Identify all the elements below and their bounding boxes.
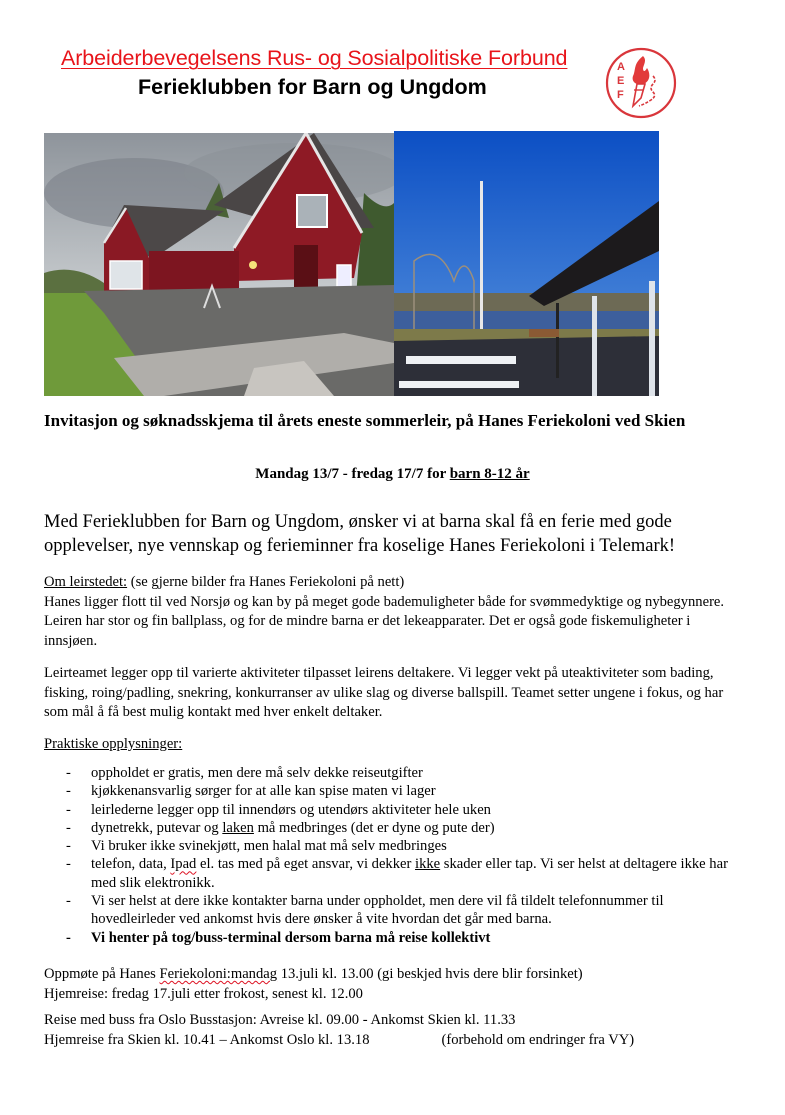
- flagpole-lake-photo: [394, 131, 659, 396]
- list-item: - kjøkkenansvarlig sørger for at alle kan spise maten vi lager: [66, 783, 436, 800]
- red-cabin-photo: [44, 133, 394, 396]
- aef-torch-logo-icon: [603, 46, 679, 120]
- about-section: [44, 573, 744, 651]
- list-item: - leirlederne legger opp til innendørs og utendørs aktiviteter hele uken: [66, 801, 491, 818]
- camp-dates-text: Mandag 13/7 - fredag 17/7 for: [255, 466, 450, 482]
- list-item: - telefon, data, Ipad el. tas med på eget ansvar, vi dekker ikke skader eller tap. Vi ser helst at deltagere ikke har med slik elektronikk.: [66, 856, 728, 891]
- club-title: Ferieklubben for Barn og Ungdom: [138, 75, 487, 99]
- lead-paragraph: Med Ferieklubben for Barn og Ungdom, ønsker vi at barna skal få en ferie med gode opplevelser, nye vennskap og ferieminner fra koselige Hanes Feriekoloni i Telemark!: [44, 512, 676, 556]
- departure-info: Hjemreise: fredag 17.juli etter frokost, senest kl. 12.00: [44, 985, 363, 1002]
- bus-outbound: Reise med buss fra Oslo Busstasjon: Avreise kl. 09.00 - Ankomst Skien kl. 11.33: [44, 1012, 516, 1028]
- about-body: Hanes ligger flott til ved Norsjø og kan by på meget gode bademuligheter både for svømmedyktige og nybegynnere. Leiren har stor og fin ballplass, og for de mindre barna er det lekeapparater. Det er også gode fiskemuligheter i innsjøen.: [44, 593, 725, 649]
- spellcheck-mark: Feriekoloni:mandag: [159, 966, 278, 982]
- list-item: - dynetrekk, putevar og laken må medbringes (det er dyne og pute der): [66, 819, 495, 836]
- about-label-note: (se gjerne bilder fra Hanes Feriekoloni på nett): [127, 574, 405, 590]
- svg-text:A: A: [617, 61, 625, 73]
- bus-disclaimer: (forbehold om endringer fra VY): [441, 1031, 635, 1048]
- list-item: - Vi ser helst at dere ikke kontakter barna under oppholdet, men dere vil få tildelt telefonnummer til hovedleirleder ved ankomst hvis dere ønsker å vite hvordan det går med barna.: [66, 893, 664, 928]
- about-label: Om leirstedet:: [44, 574, 128, 590]
- target-age-group: barn 8-12 år: [449, 466, 530, 482]
- spellcheck-mark: Ipad: [170, 856, 197, 873]
- practical-list: [44, 764, 744, 947]
- intro-heading: Invitasjon og søknadsskjema til årets eneste sommerleir, på Hanes Feriekoloni ved Skien: [44, 411, 686, 430]
- list-item: - oppholdet er gratis, men dere må selv dekke reiseutgifter: [66, 765, 423, 781]
- practical-label: Praktiske opplysninger:: [44, 736, 183, 752]
- bus-return: Hjemreise fra Skien kl. 10.41 – Ankomst Oslo kl. 13.18: [44, 1031, 370, 1048]
- arrival-info: Oppmøte på Hanes Feriekoloni:mandag 13.juli kl. 13.00 (gi beskjed hvis dere blir forsinket) Hjemreise: fredag 17.juli etter frokost, senest kl. 12.00: [44, 965, 744, 1004]
- activities-paragraph: Leirteamet legger opp til varierte aktiviteter tilpasset leirens deltakere. Vi legger vekt på uteaktiviteter som bading, fisking, roing/padling, snekring, konkurranser av ulike slag og diverse ballspill. Teamet setter ungene i fokus, og har som mål å få best mulig kontakt med hver enkelt deltaker.: [44, 665, 724, 720]
- list-item: - Vi henter på tog/buss-terminal dersom barna må reise kollektivt: [66, 929, 491, 946]
- camp-dates: [0, 466, 785, 483]
- bus-info: [44, 1011, 744, 1050]
- svg-text:E: E: [617, 75, 625, 87]
- organization-title: Arbeiderbevegelsens Rus- og Sosialpolitiske Forbund: [61, 46, 568, 70]
- list-item: - Vi bruker ikke svinekjøtt, men halal mat må selv medbringes: [66, 838, 447, 855]
- svg-text:F: F: [617, 89, 624, 101]
